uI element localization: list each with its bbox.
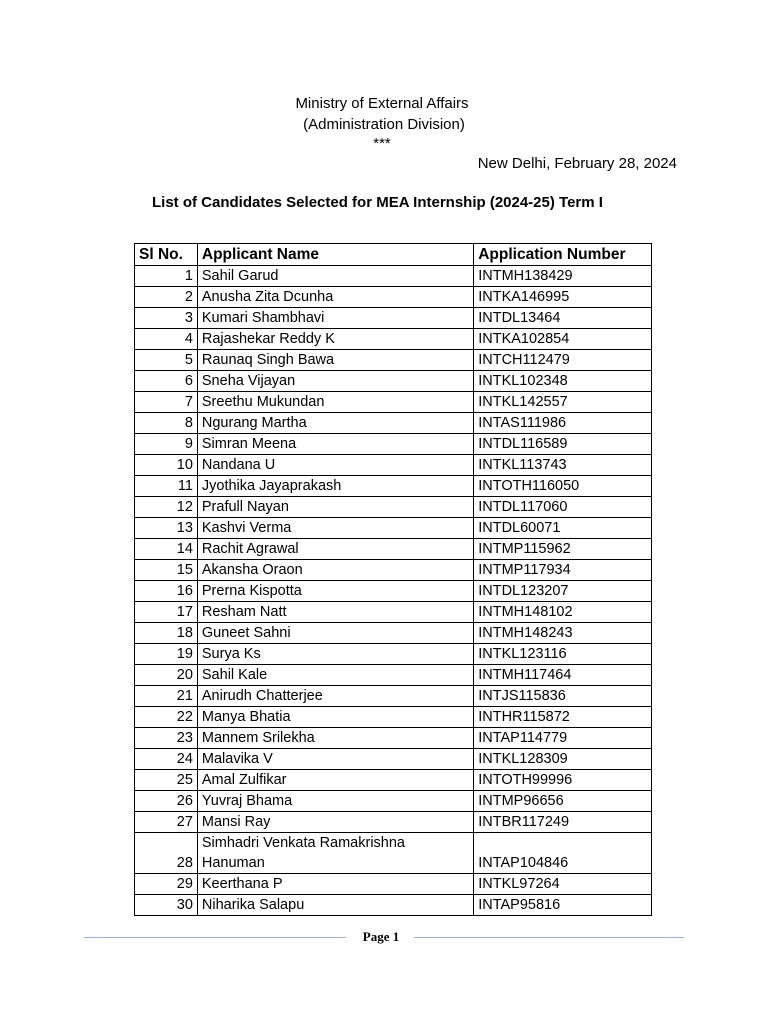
table-row	[135, 833, 652, 874]
applicant-name-text: Kashvi Verma	[201, 520, 292, 536]
sl-no-cell: 5	[135, 350, 198, 371]
applicant-name-cell	[197, 329, 473, 350]
table-row	[135, 392, 652, 413]
applicant-name-text: Jyothika Jayaprakash	[201, 478, 342, 494]
ministry-name: Ministry of External Affairs	[295, 95, 469, 112]
table-row	[135, 329, 652, 350]
table-row	[135, 686, 652, 707]
application-number-cell: INTOTH99996	[474, 770, 652, 791]
application-number-cell: INTAS111986	[474, 413, 652, 434]
table-row	[135, 434, 652, 455]
sl-no-cell: 23	[135, 728, 198, 749]
application-number-cell: INTKL128309	[474, 749, 652, 770]
application-number-cell: INTMP96656	[474, 791, 652, 812]
sl-no-cell: 13	[135, 518, 198, 539]
page-footer	[84, 926, 684, 948]
sl-no-cell: 18	[135, 623, 198, 644]
applicant-name-text: Rachit Agrawal	[201, 541, 299, 557]
table-row	[135, 895, 652, 916]
applicant-name-text: Anirudh Chatterjee	[201, 688, 323, 704]
sl-no-cell: 24	[135, 749, 198, 770]
application-number-cell: INTDL117060	[474, 497, 652, 518]
table-row	[135, 812, 652, 833]
sl-no-cell: 26	[135, 791, 198, 812]
sl-no-cell: 22	[135, 707, 198, 728]
table-row	[135, 350, 652, 371]
place-date-line: New Delhi, February 28, 2024	[477, 155, 677, 172]
applicant-name-text: Yuvraj Bhama	[201, 793, 293, 809]
applicant-name-text: Raunaq Singh Bawa	[201, 352, 335, 368]
table-row	[135, 308, 652, 329]
table-row	[135, 266, 652, 287]
applicant-name-cell	[197, 266, 473, 287]
application-number-cell: INTJS115836	[474, 686, 652, 707]
table-row	[135, 707, 652, 728]
applicant-name-cell	[197, 350, 473, 371]
applicant-name-cell	[197, 665, 473, 686]
applicant-name-cell	[197, 308, 473, 329]
applicant-name-cell	[197, 518, 473, 539]
application-number-cell: INTAP104846	[474, 833, 652, 874]
application-number-cell: INTAP114779	[474, 728, 652, 749]
application-number-cell: INTKL142557	[474, 392, 652, 413]
table-row	[135, 518, 652, 539]
table-row	[135, 287, 652, 308]
application-number-cell: INTDL123207	[474, 581, 652, 602]
applicant-name-cell	[197, 455, 473, 476]
sl-no-cell: 7	[135, 392, 198, 413]
applicant-name-text: Ngurang Martha	[201, 415, 307, 431]
table-body	[135, 266, 652, 916]
table-row	[135, 770, 652, 791]
table-row	[135, 455, 652, 476]
table-header-row	[135, 244, 652, 266]
applicant-name-text: Sneha Vijayan	[201, 373, 296, 389]
footer-rule-left	[84, 937, 346, 938]
applicant-name-text: Prafull Nayan	[201, 499, 289, 515]
table-row	[135, 728, 652, 749]
application-number-cell: INTMH148102	[474, 602, 652, 623]
sl-no-cell: 16	[135, 581, 198, 602]
applicant-name-text: Prerna Kispotta	[201, 583, 302, 599]
column-header-sl-no: Sl No.	[135, 244, 198, 266]
table-row	[135, 476, 652, 497]
applicant-name-cell	[197, 434, 473, 455]
table-row	[135, 874, 652, 895]
sl-no-cell: 11	[135, 476, 198, 497]
applicant-name-text: Mannem Srilekha	[201, 730, 315, 746]
table-row	[135, 371, 652, 392]
column-header-applicant-name: Applicant Name	[197, 244, 473, 266]
applicant-name-text: Malavika V	[201, 751, 273, 767]
table-row	[135, 413, 652, 434]
applicant-name-text: Manya Bhatia	[201, 709, 291, 725]
application-number-cell: INTDL13464	[474, 308, 652, 329]
table-row	[135, 791, 652, 812]
column-header-application-number: Application Number	[474, 244, 652, 266]
table-row	[135, 602, 652, 623]
application-number-cell: INTMH117464	[474, 665, 652, 686]
applicant-name-cell	[197, 602, 473, 623]
applicant-name-text-continued: Hanuman	[201, 855, 265, 871]
applicant-name-text: Sahil Kale	[201, 667, 268, 683]
application-number-cell: INTDL116589	[474, 434, 652, 455]
applicant-name-cell	[197, 728, 473, 749]
applicant-name-cell	[197, 476, 473, 497]
applicant-name-cell	[197, 497, 473, 518]
applicant-name-text: Keerthana P	[201, 876, 283, 892]
sl-no-cell: 27	[135, 812, 198, 833]
applicant-name-cell	[197, 581, 473, 602]
application-number-cell: INTKA146995	[474, 287, 652, 308]
applicant-name-cell	[197, 791, 473, 812]
sl-no-cell: 17	[135, 602, 198, 623]
application-number-cell: INTMH138429	[474, 266, 652, 287]
applicant-name-cell	[197, 560, 473, 581]
sl-no-cell: 25	[135, 770, 198, 791]
applicant-name-text: Resham Natt	[201, 604, 287, 620]
sl-no-cell: 4	[135, 329, 198, 350]
applicant-name-text: Surya Ks	[201, 646, 261, 662]
sl-no-cell: 21	[135, 686, 198, 707]
application-number-cell: INTKA102854	[474, 329, 652, 350]
application-number-cell: INTMP117934	[474, 560, 652, 581]
sl-no-cell: 14	[135, 539, 198, 560]
sl-no-cell: 15	[135, 560, 198, 581]
applicant-name-text: Sahil Garud	[201, 268, 279, 284]
application-number-cell: INTDL60071	[474, 518, 652, 539]
table-row	[135, 644, 652, 665]
applicant-name-cell	[197, 413, 473, 434]
application-number-cell: INTHR115872	[474, 707, 652, 728]
applicant-name-text: Sreethu Mukundan	[201, 394, 325, 410]
sl-no-cell: 10	[135, 455, 198, 476]
applicant-name-text: Anusha Zita Dcunha	[201, 289, 334, 305]
application-number-cell: INTKL102348	[474, 371, 652, 392]
table-row	[135, 560, 652, 581]
sl-no-cell: 20	[135, 665, 198, 686]
candidates-table	[134, 243, 652, 916]
applicant-name-cell	[197, 686, 473, 707]
applicant-name-text: Simran Meena	[201, 436, 297, 452]
applicant-name-cell	[197, 371, 473, 392]
application-number-cell: INTKL97264	[474, 874, 652, 895]
application-number-cell: INTKL123116	[474, 644, 652, 665]
sl-no-cell: 2	[135, 287, 198, 308]
applicant-name-text: Rajashekar Reddy K	[201, 331, 335, 347]
sl-no-cell: 12	[135, 497, 198, 518]
table-row	[135, 497, 652, 518]
application-number-cell: INTMP115962	[474, 539, 652, 560]
applicant-name-cell	[197, 749, 473, 770]
table-row	[135, 623, 652, 644]
sl-no-cell: 8	[135, 413, 198, 434]
sl-no-cell: 29	[135, 874, 198, 895]
application-number-cell: INTOTH116050	[474, 476, 652, 497]
list-title: List of Candidates Selected for MEA Internship (2024-25) Term I	[152, 194, 603, 211]
applicant-name-text: Simhadri Venkata Ramakrishna	[201, 835, 405, 851]
table-row	[135, 665, 652, 686]
application-number-cell: INTAP95816	[474, 895, 652, 916]
sl-no-cell: 28	[135, 833, 198, 874]
division-name: (Administration Division)	[303, 116, 465, 133]
sl-no-cell: 1	[135, 266, 198, 287]
table-row	[135, 539, 652, 560]
applicant-name-text: Niharika Salapu	[201, 897, 305, 913]
applicant-name-text: Akansha Oraon	[201, 562, 303, 578]
applicant-name-cell	[197, 644, 473, 665]
applicant-name-cell	[197, 874, 473, 895]
application-number-cell: INTCH112479	[474, 350, 652, 371]
applicant-name-cell	[197, 812, 473, 833]
separator-stars: ***	[373, 135, 391, 152]
applicant-name-cell	[197, 287, 473, 308]
page-number: Page 1	[362, 929, 400, 944]
table-row	[135, 749, 652, 770]
applicant-name-cell	[197, 833, 473, 874]
application-number-cell: INTMH148243	[474, 623, 652, 644]
sl-no-cell: 19	[135, 644, 198, 665]
sl-no-cell: 9	[135, 434, 198, 455]
application-number-cell: INTBR117249	[474, 812, 652, 833]
applicant-name-text: Mansi Ray	[201, 814, 271, 830]
applicant-name-cell	[197, 539, 473, 560]
applicant-name-text: Nandana U	[201, 457, 276, 473]
sl-no-cell: 6	[135, 371, 198, 392]
footer-rule-right	[414, 937, 684, 938]
applicant-name-text: Kumari Shambhavi	[201, 310, 325, 326]
applicant-name-cell	[197, 392, 473, 413]
sl-no-cell: 3	[135, 308, 198, 329]
applicant-name-text: Guneet Sahni	[201, 625, 291, 641]
sl-no-cell: 30	[135, 895, 198, 916]
applicant-name-cell	[197, 770, 473, 791]
applicant-name-cell	[197, 895, 473, 916]
applicant-name-text: Amal Zulfikar	[201, 772, 287, 788]
application-number-cell: INTKL113743	[474, 455, 652, 476]
applicant-name-cell	[197, 623, 473, 644]
table-row	[135, 581, 652, 602]
applicant-name-cell	[197, 707, 473, 728]
